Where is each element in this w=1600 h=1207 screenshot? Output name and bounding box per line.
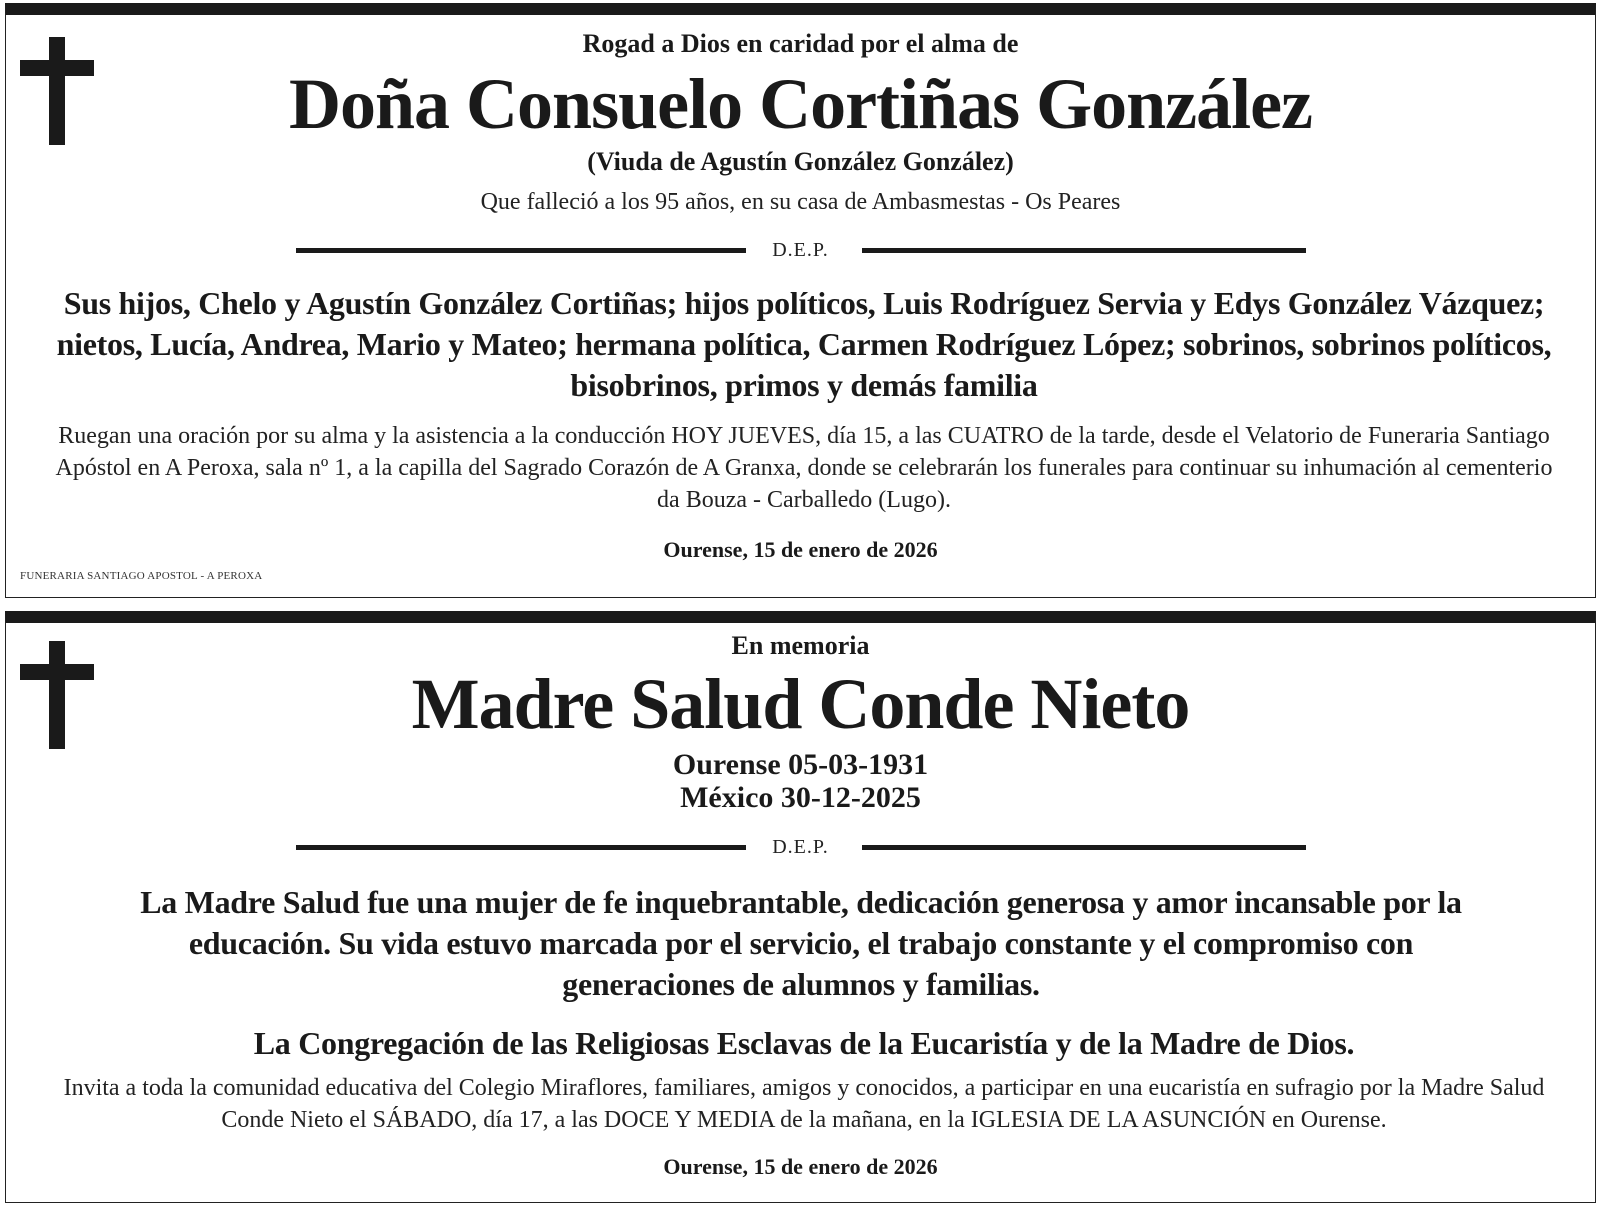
birth-date: Ourense 05-03-1931 [672,748,929,781]
divider-right [862,248,1306,253]
mass-details: Invita a toda la comunidad educativa del Colegio Miraflores, familiares, amigos y conocidos, a participar en una eucaristía en sufragio por la Madre Salud Conde Nieto el SÁBADO, día 17, a las DOCE Y MEDIA de la mañana, en la IGLESIA DE LA ASUNCIÓN en Ourense. [63,1075,1545,1133]
divider-right [862,845,1306,850]
family-list: Sus hijos, Chelo y Agustín González Cortiñas; hijos políticos, Luis Rodríguez Servia y Edys González Vázquez; nietos, Lucía, Andrea, Mario y Mateo; hermana política, Carmen Rodríguez López; sobrinos, sobrinos políticos, bisobrinos, primos y demás familia [56,285,1552,403]
death-detail: Que falleció a los 95 años, en su casa de Ambasmestas - Os Peares [480,189,1121,215]
city-date: Ourense, 15 de enero de 2026 [663,537,938,562]
obituary-notice-consuelo [5,3,1596,598]
notice-intro: Rogad a Dios en caridad por el alma de [582,29,1019,58]
funeral-home-credit: FUNERARIA SANTIAGO APOSTOL - A PEROXA [20,570,263,582]
notice-intro: En memoria [731,631,870,660]
deceased-name: Doña Consuelo Cortiñas González [288,64,1313,144]
service-details: Ruegan una oración por su alma y la asistencia a la conducción HOY JUEVES, día 15, a las CUATRO de la tarde, desde el Velatorio de Funeraria Santiago Apóstol en A Peroxa, sala nº 1, a la capilla del Sagrado Corazón de A Granxa, donde se celebrarán los funerales para continuar su inhumación al cementerio da Bouza - Carballedo (Lugo). [55,423,1553,513]
city-date: Ourense, 15 de enero de 2026 [663,1154,938,1179]
dep-label: D.E.P. [772,239,829,261]
death-date: México 30-12-2025 [680,781,921,814]
congregation-name: La Congregación de las Religiosas Esclavas de la Eucaristía y de la Madre de Dios. [253,1025,1355,1061]
dep-label: D.E.P. [772,836,829,858]
deceased-name: Madre Salud Conde Nieto [411,664,1190,744]
tribute-text: La Madre Salud fue una mujer de fe inquebrantable, dedicación generosa y amor incansable por la educación. Su vida estuvo marcada por el servicio, el trabajo constante y el compromiso con generaciones de alumnos y familias. [140,884,1462,1002]
memorial-notice-salud [5,611,1596,1203]
deceased-subname: (Viuda de Agustín González González) [587,147,1014,176]
